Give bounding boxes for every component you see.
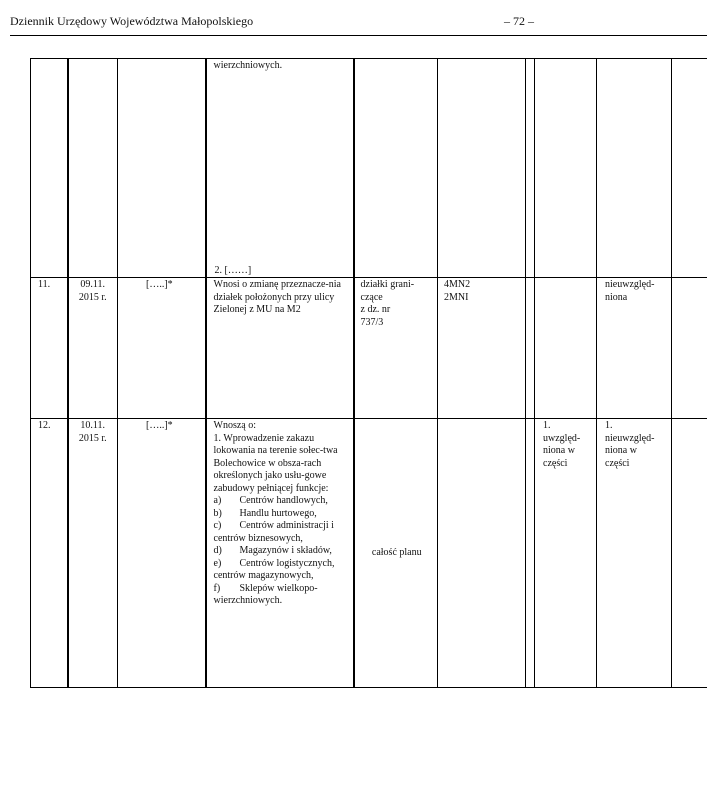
list-item: d) Magazynów i składów, bbox=[213, 545, 332, 556]
row-number: 11. bbox=[31, 278, 68, 419]
submission-date: 10.11. 2015 r. bbox=[68, 419, 118, 688]
page-number: – 72 – bbox=[504, 14, 534, 28]
journal-title: Dziennik Urzędowy Województwa Małopolskiego bbox=[10, 14, 254, 28]
continuation-description: wierzchniowych. 2. [……] bbox=[206, 59, 354, 278]
request-description: Wnosi o zmianę przeznacze-nia działek położonych przy ulicy Zielonej z MU na M2 bbox=[206, 278, 354, 419]
row-number: 12. bbox=[31, 419, 68, 688]
list-item: e) Centrów logistycznych, centrów magazynowych, bbox=[213, 557, 335, 581]
submitter-name: […..]* bbox=[118, 419, 206, 688]
table-row bbox=[31, 278, 707, 419]
list-item: b) Handlu hurtowego, bbox=[213, 507, 317, 519]
list-item: a) Centrów handlowych, bbox=[213, 495, 328, 506]
mayor-decision: 1. nieuwzględ- niona w części bbox=[597, 419, 672, 688]
list-item: f) Sklepów wielkopo-wierzchniowych. bbox=[213, 582, 318, 606]
zone-designation: 4MN2 2MNI bbox=[438, 278, 526, 419]
parcel-reference: całość planu bbox=[354, 419, 438, 688]
parcel-reference: działki grani- czące z dz. nr 737/3 bbox=[354, 278, 438, 419]
table-row bbox=[31, 419, 707, 688]
submission-date: 09.11. 2015 r. bbox=[68, 278, 118, 419]
resolutions-table bbox=[30, 58, 707, 688]
table-row-continuation bbox=[31, 59, 707, 278]
zone-designation bbox=[438, 419, 526, 688]
page-header bbox=[10, 14, 697, 34]
list-item: c) Centrów administracji i centrów biznesowych, bbox=[213, 520, 334, 544]
request-description: Wnoszą o: 1. Wprowadzenie zakazu lokowania na terenie sołec-twa Bolechowice w obsza-rach określonych jako usłu-gowe zabudowy pełniącej funkcje: a) Centrów handlowych, b) Handlu hurtowego, c) Centrów administracji i centrów biznesowych, d) Magazynów i składów, e) Centrów logistycznych, centrów magazynowych, f) Sklepów wielkopo-wierzchniowych. bbox=[206, 419, 354, 688]
council-decision: 1. uwzględ- niona w części bbox=[535, 419, 597, 688]
submitter-name: […..]* bbox=[118, 278, 206, 419]
mayor-decision: nieuwzględ- niona bbox=[597, 278, 672, 419]
header-rule bbox=[10, 35, 707, 36]
